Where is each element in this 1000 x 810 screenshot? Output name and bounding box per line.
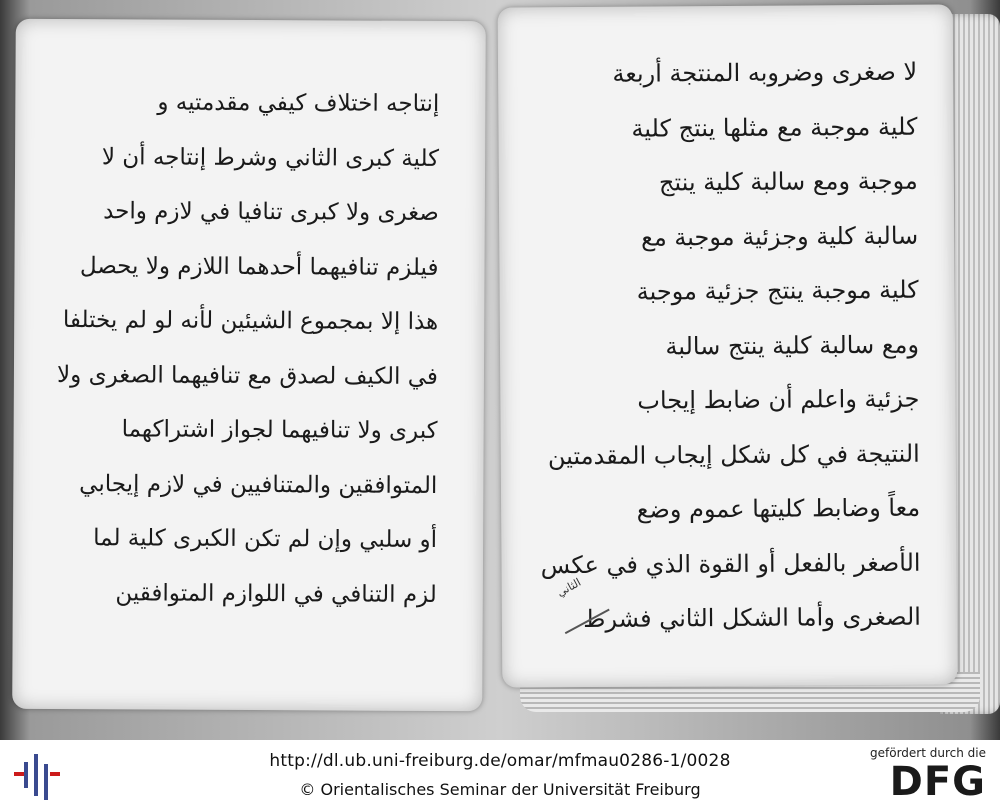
right-page-text [498,44,957,647]
text-line: كبرى ولا تنافيهما لجواز اشتراكهما [121,416,438,444]
dfg-logo: DFG [889,759,986,805]
left-page-text [13,75,486,622]
text-line: ومع سالبة كلية ينتج سالبة [665,330,920,360]
permalink-url[interactable]: http://dl.ub.uni-freiburg.de/omar/mfmau0286-1/0028 [269,751,731,771]
text-line: سالبة كلية وجزئية موجبة مع [641,221,919,252]
text-line: أو سلبي وإن لم تكن الكبرى كلية لما [93,525,438,553]
text-line: النتيجة في كل شكل إيجاب المقدمتين [547,439,920,470]
text-line: في الكيف لصدق مع تنافيهما الصغرى ولا [57,361,439,390]
left-page [12,19,486,711]
text-line: كلية موجبة مع مثلها ينتج كلية [631,112,918,143]
text-line: لزم التنافي في اللوازم المتوافقين [115,579,437,608]
text-line: كلية موجبة ينتج جزئية موجبة [636,275,919,306]
text-line: صغرى ولا كبرى تنافيا في لازم واحد [103,198,439,226]
text-line: جزئية واعلم أن ضابط إيجاب [637,384,920,415]
funding-note: gefördert durch die [870,746,986,760]
text-line: هذا إلا بمجموع الشيئين لأنه لو لم يختلفا [62,307,439,335]
text-line: المتوافقين والمتنافيين في لازم إيجابي [79,470,438,499]
text-line: معاً وضابط كليتها عموم وضع [636,493,921,524]
text-line: الأصغر بالفعل أو القوة الذي في عكس [540,548,921,579]
text-line: إنتاجه اختلاف كيفي مقدمتيه و [157,89,440,117]
text-line: موجبة ومع سالبة كلية ينتج [658,166,918,197]
catchword: الثاني [544,570,610,634]
copyright-notice: © Orientalisches Seminar der Universität Freiburg [299,780,701,799]
text-line: كلية كبرى الثاني وشرط إنتاجه أن لا [101,143,440,172]
text-line: فيلزم تنافيهما أحدهما اللازم ولا يحصل [79,252,439,281]
text-line: لا صغرى وضروبه المنتجة أربعة [612,57,918,88]
viewer-footer [0,740,1000,810]
right-page [498,4,958,687]
text-line: الصغرى وأما الشكل الثاني فشرط [583,602,921,634]
